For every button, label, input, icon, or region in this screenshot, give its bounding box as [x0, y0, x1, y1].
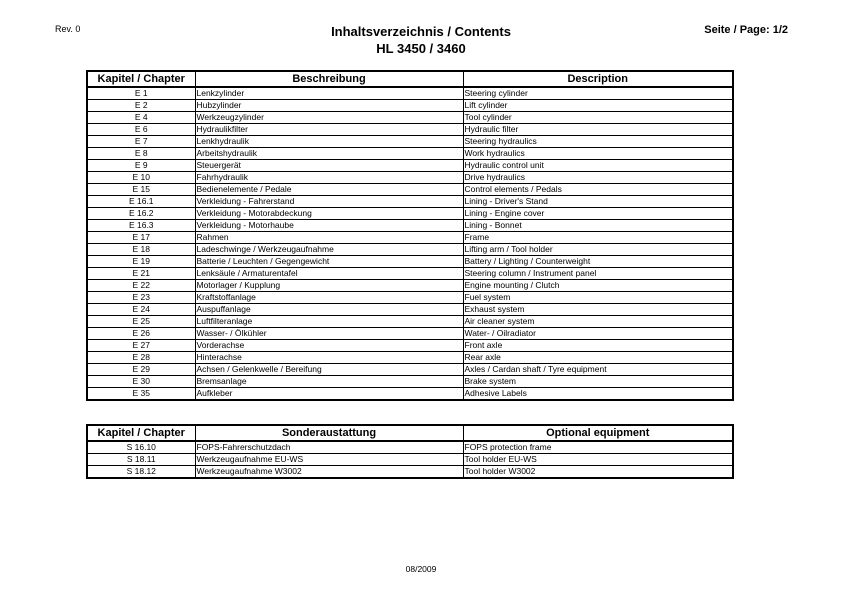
cell-english-description: Tool cylinder	[463, 112, 733, 124]
footer-date: 08/2009	[405, 564, 437, 574]
cell-chapter: S 18.11	[87, 454, 195, 466]
optional-table-body	[87, 441, 733, 478]
cell-english-description: Lift cylinder	[463, 100, 733, 112]
cell-english-description: Steering cylinder	[463, 87, 733, 100]
cell-chapter: E 9	[87, 160, 195, 172]
cell-chapter: S 16.10	[87, 441, 195, 454]
cell-english-description: Lifting arm / Tool holder	[463, 244, 733, 256]
table-row	[87, 172, 733, 184]
table-row	[87, 441, 733, 454]
table-row	[87, 328, 733, 340]
cell-german-description: Kraftstoffanlage	[195, 292, 463, 304]
revision-label: Rev. 0	[55, 24, 81, 34]
cell-english-description: Brake system	[463, 376, 733, 388]
header-chapter: Kapitel / Chapter	[87, 71, 195, 87]
table-row	[87, 244, 733, 256]
cell-german-description: Ladeschwinge / Werkzeugaufnahme	[195, 244, 463, 256]
cell-german-description: Rahmen	[195, 232, 463, 244]
cell-english-description: Adhesive Labels	[463, 388, 733, 401]
cell-chapter: E 8	[87, 148, 195, 160]
table-row	[87, 304, 733, 316]
optional-equipment-table	[86, 424, 734, 479]
cell-chapter: E 19	[87, 256, 195, 268]
table-row	[87, 364, 733, 376]
cell-english-description: Work hydraulics	[463, 148, 733, 160]
cell-chapter: E 27	[87, 340, 195, 352]
table-row	[87, 388, 733, 401]
cell-chapter: E 23	[87, 292, 195, 304]
contents-table-body	[87, 87, 733, 400]
cell-english-description: Lining - Engine cover	[463, 208, 733, 220]
table-row	[87, 454, 733, 466]
cell-english-description: Rear axle	[463, 352, 733, 364]
cell-chapter: E 24	[87, 304, 195, 316]
optional-header-row	[87, 425, 733, 441]
contents-table	[86, 70, 734, 401]
cell-german-description: Auspuffanlage	[195, 304, 463, 316]
cell-german-description: Bremsanlage	[195, 376, 463, 388]
cell-chapter: E 4	[87, 112, 195, 124]
cell-german-description: Bedienelemente / Pedale	[195, 184, 463, 196]
page-number: Seite / Page: 1/2	[704, 24, 788, 36]
cell-german-description: Lenksäule / Armaturentafel	[195, 268, 463, 280]
table-row	[87, 352, 733, 364]
cell-chapter: E 2	[87, 100, 195, 112]
cell-english-description: Battery / Lighting / Counterweight	[463, 256, 733, 268]
cell-english-description: Tool holder EU-WS	[463, 454, 733, 466]
cell-english-description: Frame	[463, 232, 733, 244]
table-row	[87, 112, 733, 124]
cell-english-description: Lining - Bonnet	[463, 220, 733, 232]
table-row	[87, 100, 733, 112]
cell-chapter: E 1	[87, 87, 195, 100]
cell-german-description: Aufkleber	[195, 388, 463, 401]
cell-german-description: Hydraulikfilter	[195, 124, 463, 136]
cell-english-description: Control elements / Pedals	[463, 184, 733, 196]
cell-english-description: Front axle	[463, 340, 733, 352]
cell-german-description: Achsen / Gelenkwelle / Bereifung	[195, 364, 463, 376]
cell-chapter: E 28	[87, 352, 195, 364]
table-row	[87, 466, 733, 479]
cell-english-description: Fuel system	[463, 292, 733, 304]
cell-german-description: Steuergerät	[195, 160, 463, 172]
cell-chapter: E 30	[87, 376, 195, 388]
cell-english-description: Engine mounting / Clutch	[463, 280, 733, 292]
table-row	[87, 160, 733, 172]
cell-chapter: E 26	[87, 328, 195, 340]
cell-english-description: Hydraulic control unit	[463, 160, 733, 172]
model-subtitle: HL 3450 / 3460	[376, 41, 466, 56]
cell-german-description: Werkzeugaufnahme EU-WS	[195, 454, 463, 466]
header-description: Description	[463, 71, 733, 87]
table-row	[87, 340, 733, 352]
cell-chapter: S 18.12	[87, 466, 195, 479]
cell-chapter: E 21	[87, 268, 195, 280]
table-row	[87, 208, 733, 220]
cell-english-description: Axles / Cardan shaft / Tyre equipment	[463, 364, 733, 376]
cell-chapter: E 16.2	[87, 208, 195, 220]
table-row	[87, 196, 733, 208]
cell-german-description: Werkzeugaufnahme W3002	[195, 466, 463, 479]
cell-english-description: Lining - Driver's Stand	[463, 196, 733, 208]
cell-german-description: Hubzylinder	[195, 100, 463, 112]
cell-chapter: E 15	[87, 184, 195, 196]
cell-german-description: Verkleidung - Fahrerstand	[195, 196, 463, 208]
cell-english-description: Tool holder W3002	[463, 466, 733, 479]
cell-german-description: Fahrhydraulik	[195, 172, 463, 184]
contents-header-row	[87, 71, 733, 87]
cell-german-description: Motorlager / Kupplung	[195, 280, 463, 292]
cell-german-description: FOPS-Fahrerschutzdach	[195, 441, 463, 454]
cell-chapter: E 35	[87, 388, 195, 401]
table-row	[87, 256, 733, 268]
cell-german-description: Lenkhydraulik	[195, 136, 463, 148]
table-row	[87, 232, 733, 244]
cell-chapter: E 7	[87, 136, 195, 148]
cell-chapter: E 6	[87, 124, 195, 136]
cell-english-description: Exhaust system	[463, 304, 733, 316]
cell-english-description: Drive hydraulics	[463, 172, 733, 184]
table-row	[87, 292, 733, 304]
table-row	[87, 220, 733, 232]
cell-chapter: E 17	[87, 232, 195, 244]
cell-english-description: Water- / Oilradiator	[463, 328, 733, 340]
cell-german-description: Lenkzylinder	[195, 87, 463, 100]
header-chapter: Kapitel / Chapter	[87, 425, 195, 441]
cell-german-description: Batterie / Leuchten / Gegengewicht	[195, 256, 463, 268]
cell-english-description: FOPS protection frame	[463, 441, 733, 454]
cell-english-description: Hydraulic filter	[463, 124, 733, 136]
cell-english-description: Steering hydraulics	[463, 136, 733, 148]
table-row	[87, 268, 733, 280]
cell-german-description: Vorderachse	[195, 340, 463, 352]
cell-chapter: E 25	[87, 316, 195, 328]
cell-german-description: Verkleidung - Motorabdeckung	[195, 208, 463, 220]
cell-chapter: E 10	[87, 172, 195, 184]
cell-english-description: Air cleaner system	[463, 316, 733, 328]
cell-german-description: Hinterachse	[195, 352, 463, 364]
table-row	[87, 124, 733, 136]
header-sonderaustattung: Sonderaustattung	[195, 425, 463, 441]
table-row	[87, 376, 733, 388]
cell-chapter: E 18	[87, 244, 195, 256]
table-row	[87, 136, 733, 148]
cell-german-description: Werkzeugzylinder	[195, 112, 463, 124]
table-row	[87, 148, 733, 160]
cell-chapter: E 22	[87, 280, 195, 292]
header-optional-equipment: Optional equipment	[463, 425, 733, 441]
table-row	[87, 87, 733, 100]
cell-german-description: Verkleidung - Motorhaube	[195, 220, 463, 232]
cell-chapter: E 16.1	[87, 196, 195, 208]
cell-chapter: E 16.3	[87, 220, 195, 232]
cell-chapter: E 29	[87, 364, 195, 376]
document-title: Inhaltsverzeichnis / Contents	[331, 24, 511, 39]
table-row	[87, 280, 733, 292]
table-row	[87, 184, 733, 196]
cell-german-description: Wasser- / Ölkühler	[195, 328, 463, 340]
cell-english-description: Steering column / Instrument panel	[463, 268, 733, 280]
table-row	[87, 316, 733, 328]
header-beschreibung: Beschreibung	[195, 71, 463, 87]
cell-german-description: Luftfilteranlage	[195, 316, 463, 328]
cell-german-description: Arbeitshydraulik	[195, 148, 463, 160]
